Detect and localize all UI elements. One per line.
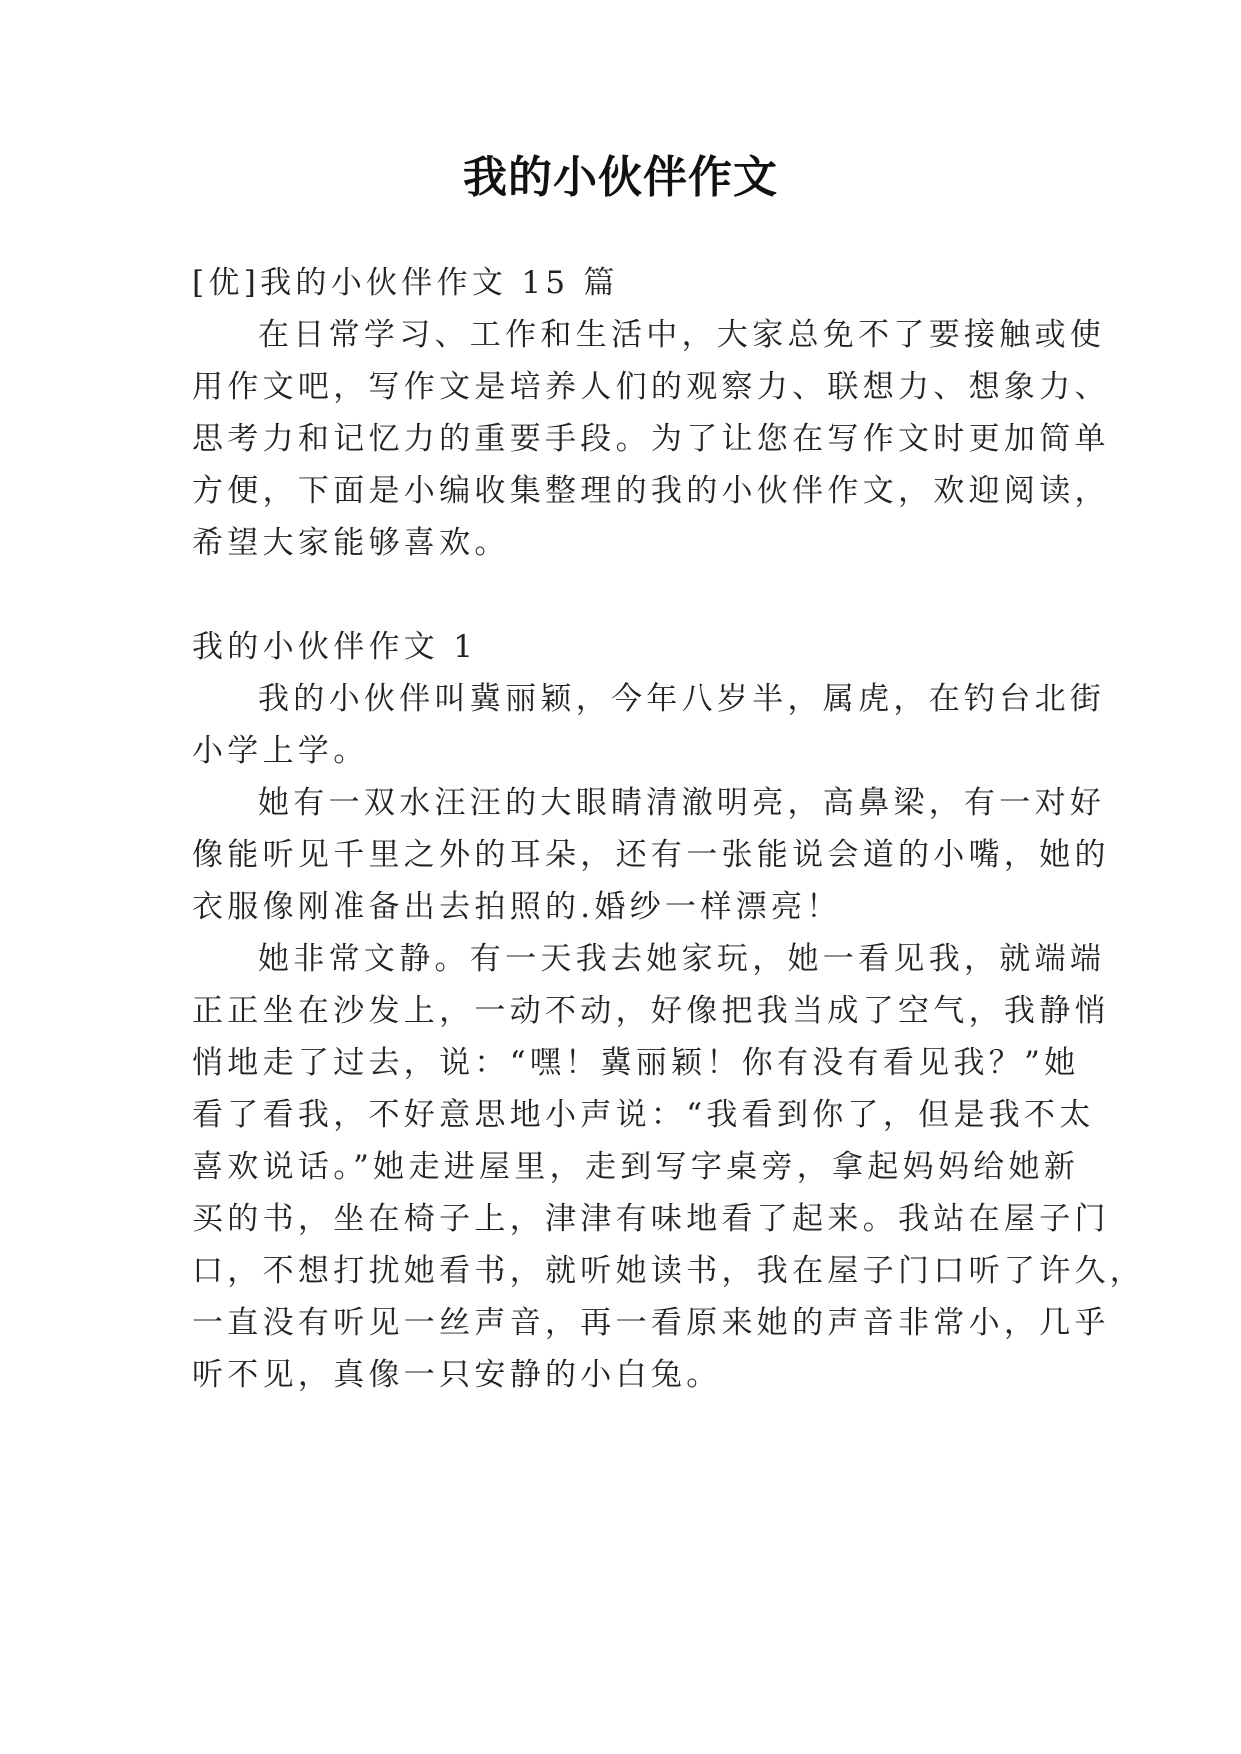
paragraph-line: 听不见，真像一只安静的小白兔。 (192, 1357, 722, 1393)
paragraph-line: 正正坐在沙发上，一动不动，好像把我当成了空气，我静悄 (192, 993, 1110, 1029)
document-title: 我的小伙伴作文 (463, 152, 778, 203)
paragraph-line: 我的小伙伴叫冀丽颖，今年八岁半，属虎，在钓台北街 (258, 681, 1106, 717)
intro-line: 思考力和记忆力的重要手段。为了让您在写作文时更加简单 (192, 421, 1110, 457)
paragraph-line: 喜欢说话。”她走进屋里，走到写字桌旁，拿起妈妈给她新 (192, 1149, 1080, 1185)
intro-line: 在日常学习、工作和生活中，大家总免不了要接触或使 (258, 317, 1106, 353)
paragraph-line: 口，不想打扰她看书，就听她读书，我在屋子门口听了许久， (192, 1253, 1146, 1289)
paragraph-line: 买的书，坐在椅子上，津津有味地看了起来。我站在屋子门 (192, 1201, 1110, 1237)
section-heading: 我的小伙伴作文 1 (192, 629, 478, 665)
intro-line: 用作文吧，写作文是培养人们的观察力、联想力、想象力、 (192, 369, 1110, 405)
intro-line: 方便，下面是小编收集整理的我的小伙伴作文，欢迎阅读， (192, 473, 1110, 509)
paragraph-line: 一直没有听见一丝声音，再一看原来她的声音非常小，几乎 (192, 1305, 1110, 1341)
paragraph-line: 小学上学。 (192, 733, 369, 769)
document-subtitle: [优]我的小伙伴作文 15 篇 (192, 265, 619, 301)
paragraph-line: 看了看我，不好意思地小声说：“我看到你了，但是我不太 (192, 1097, 1095, 1133)
paragraph-line: 她非常文静。有一天我去她家玩，她一看见我，就端端 (258, 941, 1106, 977)
paragraph-line: 悄地走了过去，说：“嘿！冀丽颖！你有没有看见我？”她 (192, 1045, 1080, 1081)
intro-line: 希望大家能够喜欢。 (192, 525, 510, 561)
paragraph-line: 衣服像刚准备出去拍照的.婚纱一样漂亮！ (192, 889, 842, 925)
paragraph-line: 她有一双水汪汪的大眼睛清澈明亮，高鼻梁，有一对好 (258, 785, 1106, 821)
paragraph-line: 像能听见千里之外的耳朵，还有一张能说会道的小嘴，她的 (192, 837, 1110, 873)
